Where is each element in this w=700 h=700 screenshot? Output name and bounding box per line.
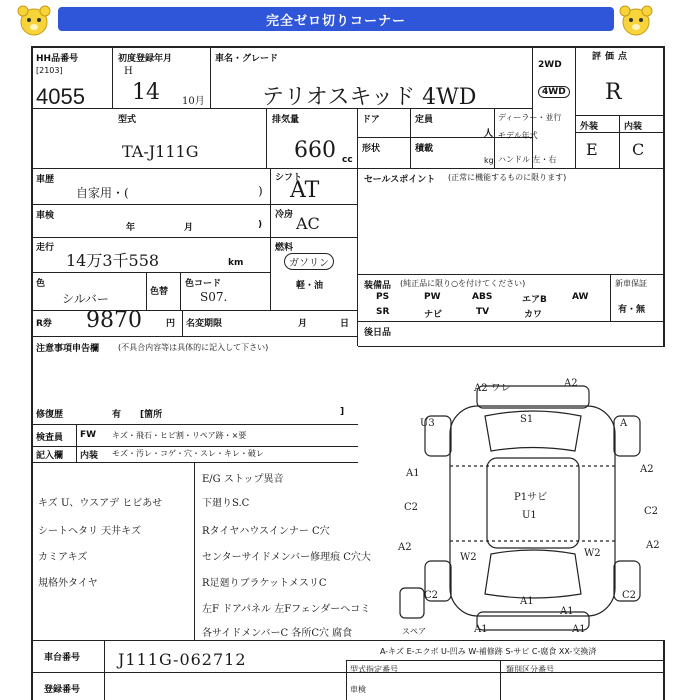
selling-points-label: セールスポイント [364,175,436,185]
spare-label: スペア [402,627,426,636]
interior-check-label: 内装 [80,451,99,461]
notes-label: 注意事項申告欄 [36,344,100,354]
displacement-value: 660 [294,138,336,163]
month-value: 10月 [182,96,205,107]
note-0: E/G ストップ異音 [202,474,284,485]
after-label: 後日品 [364,328,392,338]
mark-p1-rust: P1サビ [514,492,548,503]
note-2: Rタイヤハウスインナー C穴 [202,526,330,537]
recycle-label: R券 [36,319,52,329]
mark-a2-crack: A2 ワレ [474,383,511,394]
hh-code: [2103] [36,66,63,75]
door-label: ドア [362,115,380,125]
mark-w2-right: W2 [584,548,601,559]
mark-a1-bumper: A1 [560,606,574,617]
equip-tv: TV [476,307,490,317]
handle-label: ハンドル 左・右 [498,155,557,164]
inspection-close: ) [258,220,263,230]
entry-label: 記入欄 [36,451,64,461]
model-label: 型式 [118,115,137,125]
inspection-year: 年 [126,223,136,233]
mark-c2-rear-left: C2 [424,590,439,601]
fuel-label: 燃料 [275,243,294,253]
mileage-label: 走行 [36,243,55,253]
equip-airbag: エアB [522,295,547,305]
fuel-gas: ガソリン [284,253,334,270]
inspection-label: 車検 [36,211,55,221]
banner-title: 完全ゼロ切りコーナー [58,7,614,31]
color-code-value: S07. [200,290,228,304]
exterior-value: E [586,140,598,159]
repair-label: 修復歴 [36,410,64,420]
fuel-light: 軽・油 [296,281,324,291]
fw-label: FW [80,430,97,440]
mark-w2-left: W2 [460,552,477,563]
lot-number: 4055 [36,84,85,109]
color-code-label: 色コード [185,279,222,289]
dealer-label: ディーラー・並行 [498,113,562,122]
interior-value: C [632,140,645,159]
left-note-0: キズ U、ウスアデ ヒビあせ [38,498,163,509]
mark-c2-left: C2 [404,502,419,513]
left-note-1: シートヘタリ 天井キズ [38,526,141,537]
equip-aw: AW [572,292,589,302]
era-value: H [124,66,133,77]
interior-label: 内装 [624,122,643,132]
interior-items: モズ・汚レ・コゲ・穴・スレ・キレ・破レ [112,449,264,458]
note-4: R足廻りブラケットメスリC [202,578,327,589]
mark-a2-top-right: A2 [564,378,578,389]
mark-a: A [620,418,628,429]
eval-value: R [605,80,622,105]
left-note-3: 規格外タイヤ [38,578,98,589]
bear-mascot-icon [618,4,654,38]
mark-c2-right: C2 [644,506,659,517]
equip-navi: ナビ [424,310,443,320]
car-name-value: テリオスキッド 4WD [262,85,477,110]
mark-a2-left-low: A2 [398,542,412,553]
model-spec-label: 型式指定番号 [350,665,398,674]
ac-value: AC [296,214,320,233]
name-change-label: 名変期限 [186,319,223,329]
mark-a1-left: A1 [406,468,420,479]
name-change-month: 月 [298,319,308,329]
displacement-label: 排気量 [272,115,300,125]
mark-a2-right: A2 [640,464,654,475]
equip-abs: ABS [472,292,493,302]
color-label: 色 [36,279,46,289]
mark-a1-bottom-left: A1 [474,624,488,635]
banner [0,0,700,42]
car-name-label: 車名・グレード [215,54,279,64]
repair-value: 有 [112,410,122,420]
new-warranty-value: 有・無 [618,305,646,315]
km-unit: km [228,258,244,268]
selling-points-sub: (正常に機能するものに限ります) [448,173,567,182]
color-change-label: 色替 [150,287,169,297]
inspector-label: 検査員 [36,433,64,443]
left-note-2: カミアキズ [38,552,88,563]
usage-label: 車歴 [36,175,55,185]
mileage-value: 14万3千558 [66,251,160,270]
bottom-inspection-label: 車検 [350,685,366,694]
mark-a1-rear: A1 [520,596,534,607]
shift-value: AT [290,178,320,203]
notes-sub: (不具合内容等は具体的に記入して下さい) [118,343,269,352]
note-6: 各サイドメンバーC 各所C穴 腐食 [202,628,353,639]
shift-label: シフト [275,173,303,183]
new-warranty-label: 新車保証 [615,279,647,288]
equip-pw: PW [424,292,441,302]
cc-unit: cc [342,155,353,165]
color-value: シルバー [62,292,109,306]
mark-u1: U1 [522,510,537,521]
damage-legend: A-キズ E-エクボ U-凹み W-補修跡 S-サビ C-腐食 XX-交換済 [380,647,597,656]
note-1: 下廻りS.C [202,498,250,509]
mark-c2-rear-right: C2 [622,590,637,601]
class-label: 類別区分番号 [506,665,554,674]
year-value: 14 [132,80,160,105]
chassis-value: J111G-062712 [118,650,247,669]
repair-bracket: [箇所 [140,410,163,420]
model-value: TA-J111G [122,142,199,161]
drive-4wd: 4WD [538,86,570,98]
person-unit: 人 [484,129,494,139]
mark-a2-right-low: A2 [646,540,660,551]
equipment-sub: (純正品に限り○を付けてください) [400,279,526,288]
recycle-value: 9870 [86,308,142,333]
capacity-label: 定員 [415,115,434,125]
drive-2wd: 2WD [538,60,562,70]
mark-a1-bottom-right: A1 [572,624,586,635]
name-change-day: 日 [340,319,350,329]
chassis-label: 車台番号 [44,653,81,663]
usage-value: 自家用・( [76,186,129,200]
equip-sr: SR [376,307,390,317]
usage-close: ) [258,184,263,198]
load-label: 積載 [415,144,434,154]
note-3: センターサイドメンバー修理痕 C穴大 [202,552,371,563]
repair-close: ] [340,407,345,417]
mark-s1: S1 [520,414,534,425]
fw-items: キズ・飛石・ヒビ割・リペア跡・×要 [112,431,247,440]
model-year-label: モデル年式 [498,131,538,140]
equipment-label: 装備品 [364,281,392,291]
note-5: 左F ドアパネル 左Fフェンダーヘコミ [202,604,371,615]
yen-unit: 円 [166,319,176,329]
exterior-label: 外装 [580,122,599,132]
kg-unit: kg [484,156,494,165]
hh-label: HH品番号 [36,54,79,64]
shape-label: 形状 [362,144,381,154]
first-reg-label: 初度登録年月 [118,54,173,64]
eval-label: 評価点 [592,52,632,62]
inspection-month: 月 [184,223,194,233]
mark-u3: U3 [420,418,435,429]
registration-label: 登録番号 [44,685,81,695]
equip-ps: PS [376,292,390,302]
ac-label: 冷房 [275,210,294,220]
equip-leather: カワ [524,310,543,320]
bear-mascot-icon [16,4,52,38]
